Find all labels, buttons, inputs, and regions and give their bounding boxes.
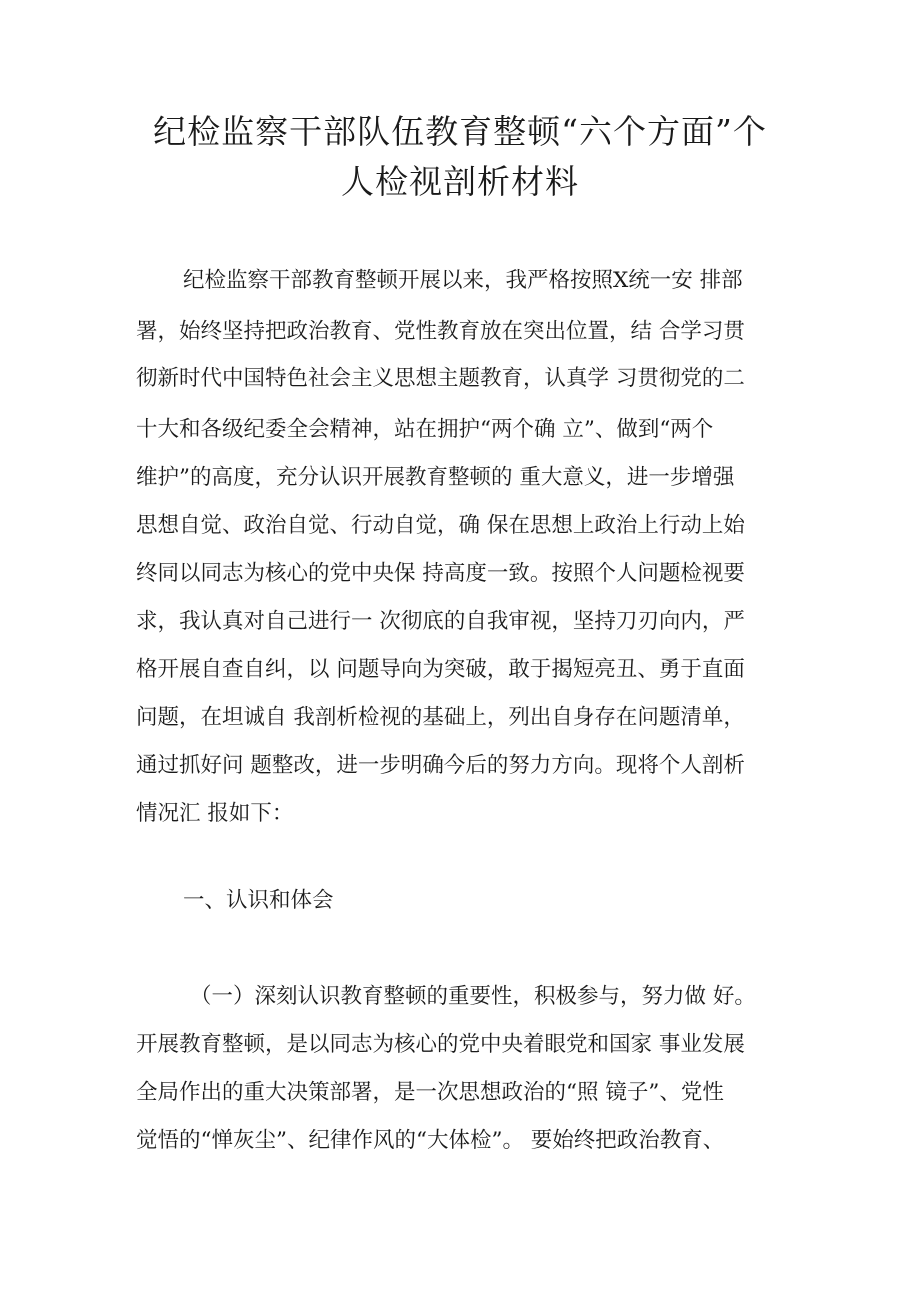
intro-line-10: 问题，在坦诚自 我剖析检视的基础上，列出自身存在问题清单， (136, 705, 745, 730)
subsection-line-4: 觉悟的“惮灰尘”、纪律作风的“大体检”。 要始终把政治教育、 (136, 1128, 725, 1153)
intro-line-12: 情况汇 报如下： (136, 801, 294, 826)
document-title-line-1: 纪检监察干部队伍教育整顿“六个方面”个 (153, 112, 767, 151)
intro-line-8: 求，我认真对自己进行一 次彻底的自我审视，坚持刀刃向内，严 (136, 609, 745, 634)
intro-line-1: 纪检监察干部教育整顿开展以来，我严格按照X统一安 排部 (183, 268, 743, 293)
intro-line-7: 终同以同志为核心的党中央保 持高度一致。按照个人问题检视要 (136, 561, 745, 586)
intro-line-4: 十大和各级纪委全会精神，站在拥护“两个确 立”、做到“两个 (136, 417, 714, 442)
subsection-line-2: 开展教育整顿，是以同志为核心的党中央着眼党和国家 事业发展 (136, 1032, 745, 1057)
section-heading: 一、认识和体会 (183, 888, 334, 913)
intro-line-9: 格开展自查自纠，以 问题导向为突破，敢于揭短亮丑、勇于直面 (136, 657, 745, 682)
document-title-line-2: 人检视剖析材料 (341, 162, 579, 201)
intro-line-5: 维护”的高度，充分认识开展教育整顿的 重大意义，进一步增强 (136, 465, 735, 490)
intro-line-6: 思想自觉、政治自觉、行动自觉，确 保在思想上政治上行动上始 (136, 513, 745, 538)
intro-line-11: 通过抓好问 题整改，进一步明确今后的努力方向。现将个人剖析 (136, 753, 745, 778)
intro-line-2: 署，始终坚持把政治教育、党性教育放在突出位置，结 合学习贯 (136, 319, 745, 344)
intro-line-3: 彻新时代中国特色社会主义思想主题教育，认真学 习贯彻党的二 (136, 366, 745, 391)
subsection-line-3: 全局作出的重大决策部署，是一次思想政治的“照 镜子”、党性 (136, 1080, 724, 1105)
subsection-line-1: （一）深刻认识教育整顿的重要性，积极参与，努力做 好。 (190, 984, 756, 1009)
